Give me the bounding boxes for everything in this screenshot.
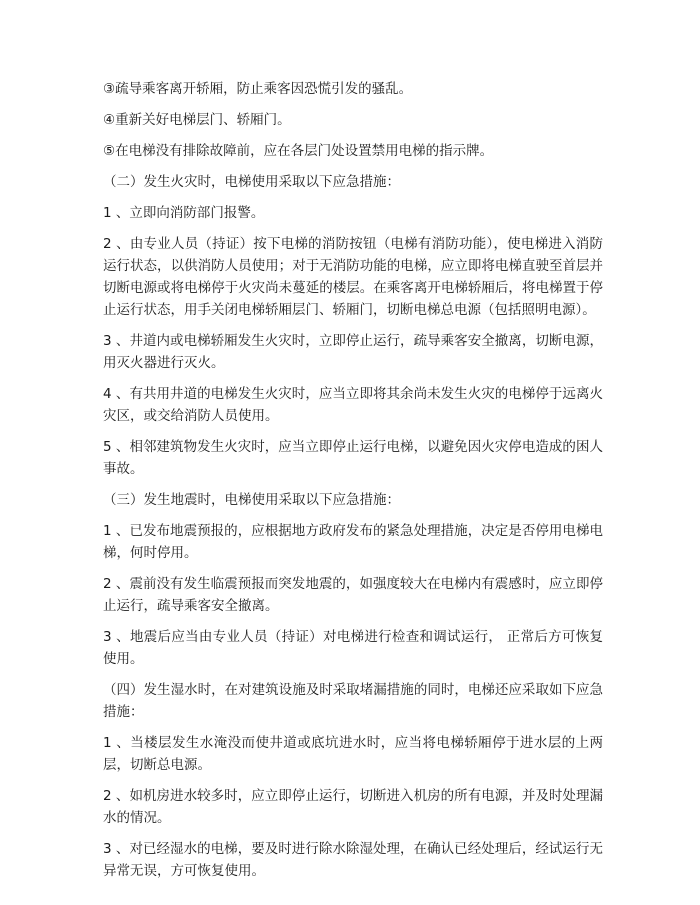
- paragraph-warning-sign: ⑤在电梯没有排除故障前，应在各层门处设置禁用电梯的指示牌。: [103, 143, 494, 159]
- section-heading-fire: （二）发生火灾时，电梯使用采取以下应急措施：: [103, 174, 400, 190]
- section-heading-flooding: （四）发生湿水时，在对建筑设施及时采取堵漏措施的同时，电梯还应采取如下应急措施：: [103, 682, 603, 720]
- document-page: [103, 78, 603, 891]
- section-heading-earthquake: （三）发生地震时，电梯使用采取以下应急措施：: [103, 492, 400, 508]
- paragraph-earthquake-1: 1 、已发布地震预报的，应根据地方政府发布的紧急处理措施，决定是否停用电梯电梯，何时停用。: [103, 523, 603, 561]
- paragraph-evacuate-passengers: ③疏导乘客离开轿厢，防止乘客因恐慌引发的骚乱。: [103, 81, 413, 97]
- paragraph-earthquake-2: 2 、震前没有发生临震预报而突发地震的，如强度较大在电梯内有震感时，应立即停止运行，疏导乘客安全撤离。: [103, 576, 603, 614]
- paragraph-fire-2: 2 、由专业人员（持证）按下电梯的消防按钮（电梯有消防功能），使电梯进入消防运行状态，以供消防人员使用；对于无消防功能的电梯，应立即将电梯直驶至首层并切断电源或将电梯停于火灾尚未蔓延的楼层。在乘客离开电梯轿厢后，将电梯置于停止运行状态，用手关闭电梯轿厢层门、轿厢门，切断电梯总电源（包括照明电源）。: [103, 236, 603, 318]
- paragraph-fire-5: 5 、相邻建筑物发生火灾时，应当立即停止运行电梯，以避免因火灾停电造成的困人事故。: [103, 439, 603, 477]
- paragraph-flooding-1: 1 、当楼层发生水淹没而使井道或底坑进水时，应当将电梯轿厢停于进水层的上两层，切断总电源。: [103, 735, 603, 773]
- paragraph-fire-3: 3 、井道内或电梯轿厢发生火灾时，立即停止运行，疏导乘客安全撤离，切断电源，用灭火器进行灭火。: [103, 333, 603, 371]
- paragraph-fire-1: 1 、立即向消防部门报警。: [103, 205, 265, 221]
- paragraph-close-doors: ④重新关好电梯层门、轿厢门。: [103, 112, 291, 128]
- paragraph-flooding-2: 2 、如机房进水较多时，应立即停止运行，切断进入机房的所有电源，并及时处理漏水的情况。: [103, 788, 603, 826]
- paragraph-earthquake-3: 3 、地震后应当由专业人员（持证）对电梯进行检查和调试运行， 正常后方可恢复使用。: [103, 629, 603, 667]
- paragraph-fire-4: 4 、有共用井道的电梯发生火灾时，应当立即将其余尚未发生火灾的电梯停于远离火灾区，或交给消防人员使用。: [103, 386, 603, 424]
- paragraph-flooding-3: 3 、对已经湿水的电梯，要及时进行除水除湿处理，在确认已经处理后，经试运行无异常无误，方可恢复使用。: [103, 841, 603, 879]
